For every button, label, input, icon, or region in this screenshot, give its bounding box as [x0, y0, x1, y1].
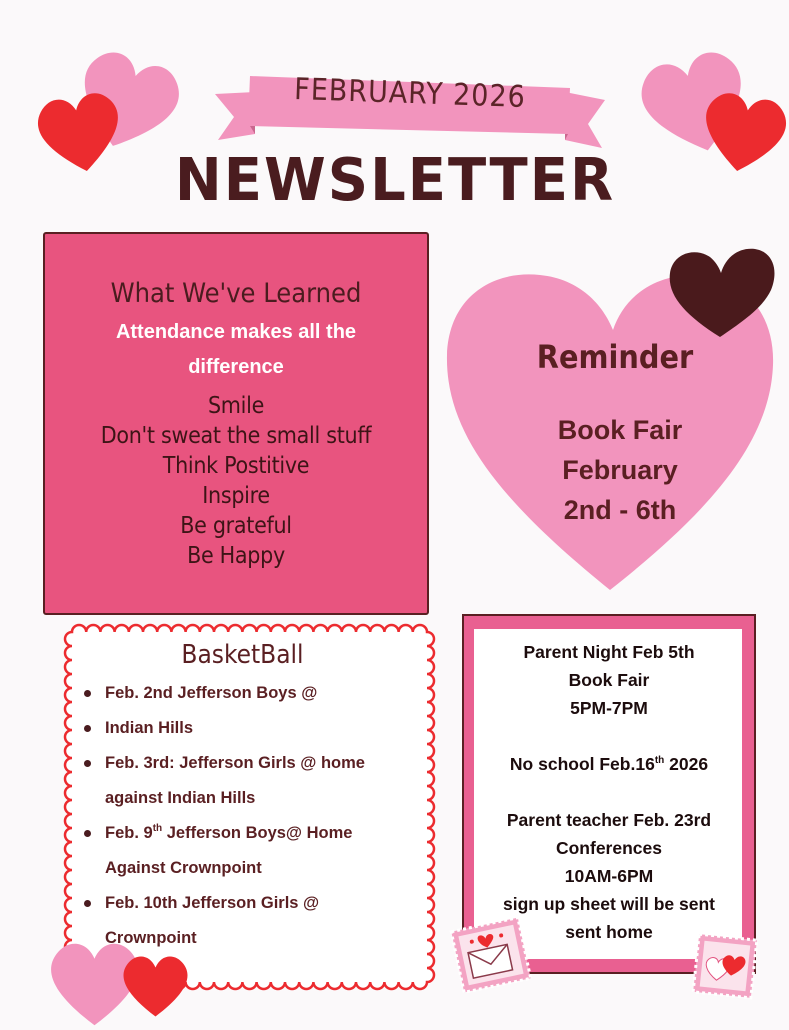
event-line: 10AM-6PM [564, 866, 654, 886]
list-item: Feb. 10th Jefferson Girls @ [80, 886, 425, 921]
event-line: Parent teacher Feb. 23rd [506, 810, 712, 830]
learned-item: Inspire [202, 483, 270, 509]
event-line: Book Fair [568, 670, 650, 690]
event-text: No school Feb.16 [509, 754, 655, 774]
basketball-title: BasketBall [181, 640, 304, 670]
learned-item: Think Postitive [162, 453, 310, 479]
ordinal-suffix: th [152, 823, 163, 834]
event-line: sent home [565, 922, 653, 942]
list-item-text: Feb. 9 [105, 824, 153, 842]
heart-icon-red-bottom-left [118, 950, 193, 1020]
basketball-schedule [80, 676, 425, 956]
learned-box [43, 232, 429, 615]
heart-stamp-icon [691, 932, 759, 1000]
reminder-line: 2nd - 6th [563, 495, 677, 525]
learned-heading: What We've Learned [110, 278, 362, 309]
love-letter-stamp-icon [449, 915, 533, 995]
heart-icon-red-top-right [700, 88, 788, 176]
ordinal-suffix: th [654, 755, 665, 766]
page-title: NEWSLETTER [174, 146, 616, 215]
event-text: 2026 [664, 754, 709, 774]
reminder-line: February [562, 455, 678, 485]
learned-item: Be grateful [180, 513, 292, 539]
learned-item: Don't sweat the small stuff [100, 423, 372, 449]
event-line: sign up sheet will be sent [503, 894, 715, 914]
event-line: Conferences [555, 838, 662, 858]
reminder-line: Book Fair [557, 415, 683, 445]
event-line: Parent Night Feb 5th [523, 642, 695, 662]
event-line [470, 750, 748, 778]
list-item-continued: against Indian Hills [105, 789, 256, 807]
list-item-continued: Against Crownpoint [105, 859, 262, 877]
event-line: 5PM-7PM [570, 698, 648, 718]
list-item-text: Jefferson Boys@ Home [162, 824, 353, 842]
list-item: Feb. 3rd: Jefferson Girls @ home [80, 746, 425, 781]
list-item-continued: Crownpoint [105, 929, 197, 947]
banner-month: FEBRUARY 2026 [293, 71, 527, 116]
list-item [80, 816, 425, 851]
learned-subheading: Attendance makes all the difference [115, 321, 357, 378]
heart-icon-red-top-left [35, 88, 125, 176]
events-text [470, 638, 748, 946]
list-item: Indian Hills [80, 711, 425, 746]
learned-item: Smile [207, 393, 265, 419]
learned-item: Be Happy [187, 543, 285, 569]
reminder-title: Reminder [536, 338, 694, 376]
reminder-details [495, 410, 745, 530]
learned-list [45, 391, 427, 571]
list-item: Feb. 2nd Jefferson Boys @ [80, 676, 425, 711]
